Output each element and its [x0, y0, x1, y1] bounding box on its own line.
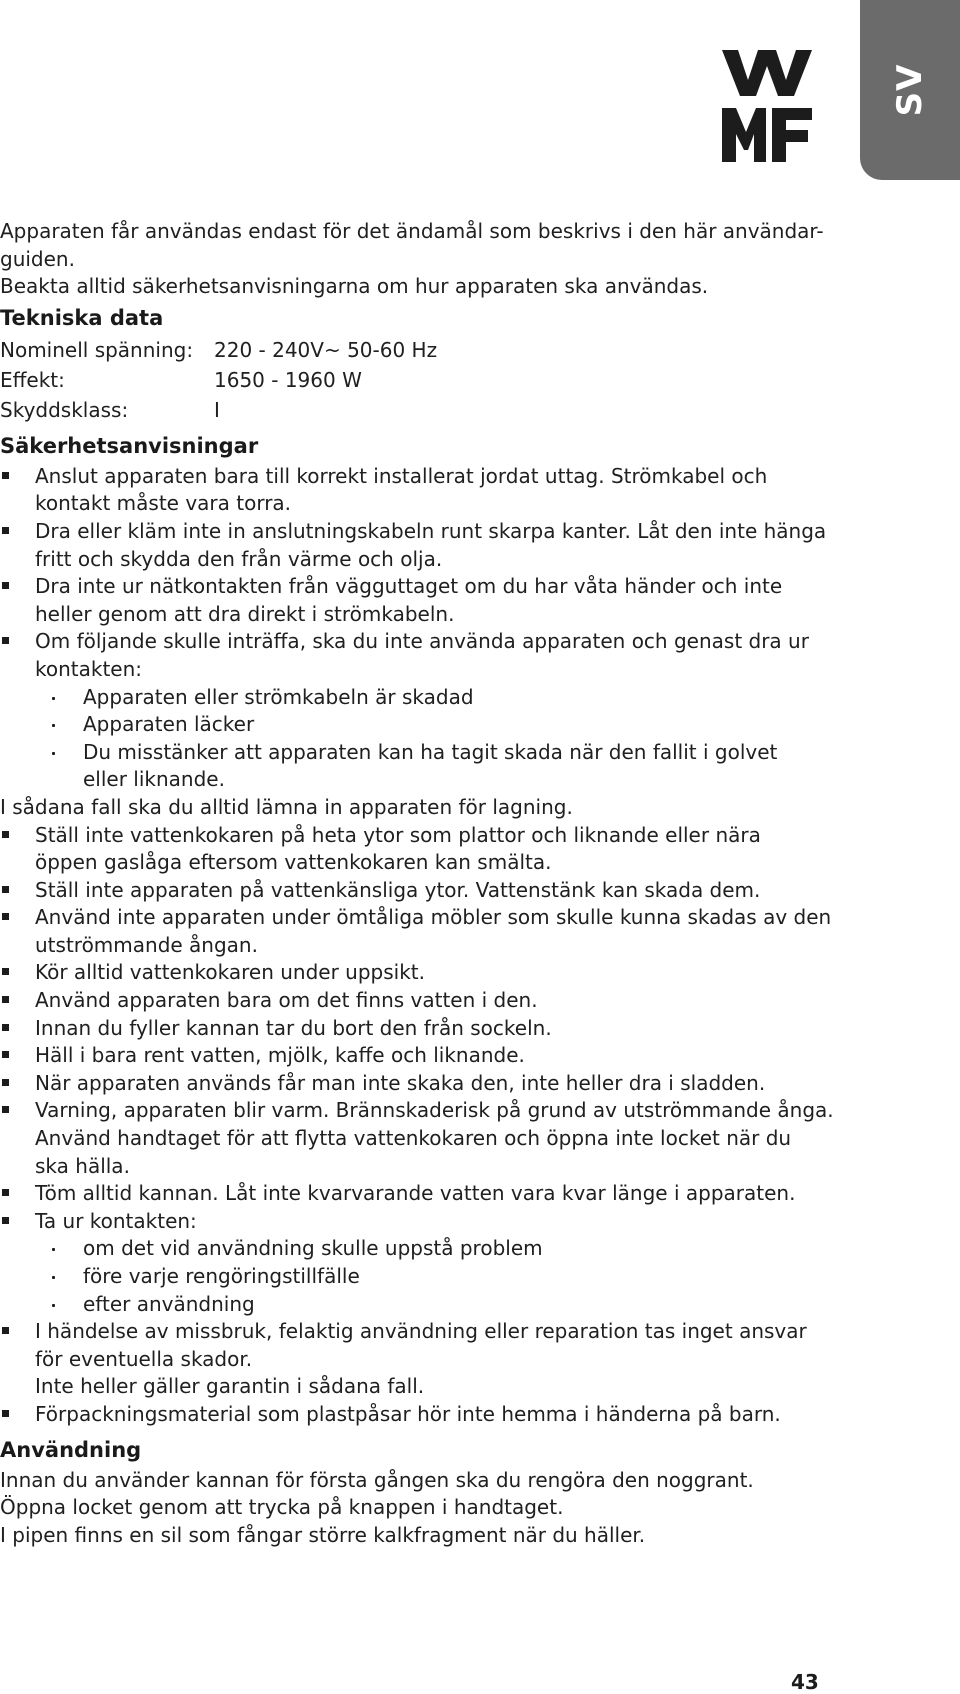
- safety-bullet: När apparaten används får man inte skaka den, inte heller dra i sladden.: [0, 1070, 830, 1098]
- safety-note: Inte heller gäller garantin i sådana fall.: [35, 1374, 425, 1399]
- safety-bullet: [0, 518, 830, 573]
- safety-bullet: [0, 628, 830, 683]
- sub-item: Apparaten läcker: [0, 711, 830, 739]
- usage-line: I pipen finns en sil som fångar större kalkfragment när du häller.: [0, 1522, 646, 1547]
- spec-label: Skyddsklass:: [0, 397, 129, 422]
- sub-item: före varje rengöringstillfälle: [0, 1263, 830, 1291]
- bullet-text: Dra eller kläm inte in anslutningskabeln runt skarpa kanter. Låt den inte hänga: [35, 518, 827, 543]
- sub-item: Apparaten eller strömkabeln är skadad: [0, 684, 830, 712]
- wmf-logo: [722, 50, 812, 162]
- bullet-text: Använd handtaget för att flytta vattenkokaren och öppna inte locket när du: [35, 1126, 792, 1151]
- language-label: SV: [890, 63, 930, 117]
- safety-bullet: Ställ inte apparaten på vattenkänsliga ytor. Vattenstänk kan skada dem.: [0, 877, 830, 905]
- spec-label: Effekt:: [0, 367, 65, 392]
- safety-bullet: Ta ur kontakten:: [0, 1208, 830, 1236]
- bullet-text: öppen gaslåga eftersom vattenkokaren kan smälta.: [35, 850, 552, 875]
- spec-row: [0, 365, 830, 395]
- safety-bullet: [0, 1318, 830, 1373]
- intro-line: Apparaten får användas endast för det ändamål som beskrivs i den här användar-: [0, 219, 824, 243]
- bullet-text: Anslut apparaten bara till korrekt installerat jordat uttag. Strömkabel och: [35, 463, 768, 488]
- bullet-text: ska hälla.: [35, 1153, 130, 1178]
- safety-bullet: [0, 463, 830, 518]
- safety-bullet: Töm alltid kannan. Låt inte kvarvarande vatten vara kvar länge i apparaten.: [0, 1180, 830, 1208]
- safety-bullet: [0, 904, 830, 959]
- bullet-text: Dra inte ur nätkontakten från vägguttaget om du har våta händer och inte: [35, 574, 783, 599]
- section-heading-sakerhetsanvisningar: Säkerhetsanvisningar: [0, 433, 259, 458]
- section-heading-anvandning: Användning: [0, 1437, 142, 1462]
- safety-bullet: Innan du fyller kannan tar du bort den från sockeln.: [0, 1015, 830, 1043]
- bullet-text: utströmmande ångan.: [35, 932, 258, 957]
- bullet-text: Om följande skulle inträffa, ska du inte använda apparaten och genast dra ur: [35, 629, 809, 654]
- sub-item: [0, 739, 830, 794]
- intro-line: Beakta alltid säkerhetsanvisningarna om hur apparaten ska användas.: [0, 274, 709, 299]
- spec-value: 220 - 240V~ 50-60 Hz: [214, 337, 438, 362]
- spec-row: [0, 335, 830, 365]
- safety-bullet: [0, 573, 830, 628]
- spec-value: 1650 - 1960 W: [214, 367, 362, 392]
- usage-line: Innan du använder kannan för första gången ska du rengöra den noggrant.: [0, 1467, 754, 1492]
- sub-item: om det vid användning skulle uppstå problem: [0, 1235, 830, 1263]
- usage-line: Öppna locket genom att trycka på knappen i handtaget.: [0, 1495, 564, 1520]
- safety-bullet: [0, 822, 830, 877]
- bullet-text: Ställ inte vattenkokaren på heta ytor som plattor och liknande eller nära: [35, 822, 761, 847]
- document-body: [0, 218, 834, 1549]
- bullet-text: heller genom att dra direkt i strömkabeln.: [35, 601, 455, 626]
- spec-row: [0, 395, 830, 425]
- spec-value: I: [214, 397, 220, 422]
- bullet-text: Varning, apparaten blir varm. Brännskaderisk på grund av utströmmande ånga.: [35, 1098, 834, 1123]
- sub-item: efter användning: [0, 1291, 830, 1319]
- safety-bullet: [0, 1097, 834, 1180]
- bullet-text: I händelse av missbruk, felaktig användning eller reparation tas inget ansvar: [35, 1319, 807, 1344]
- bullet-text: Använd inte apparaten under ömtåliga möbler som skulle kunna skadas av den: [35, 905, 832, 930]
- safety-bullet: Häll i bara rent vatten, mjölk, kaffe och liknande.: [0, 1042, 830, 1070]
- bullet-text: kontakten:: [35, 656, 143, 681]
- intro-line: guiden.: [0, 246, 75, 271]
- bullet-text: för eventuella skador.: [35, 1346, 253, 1371]
- sub-item-text: Du misstänker att apparaten kan ha tagit skada när den fallit i golvet: [83, 739, 778, 764]
- safety-bullet: Förpackningsmaterial som plastpåsar hör inte hemma i händerna på barn.: [0, 1401, 830, 1429]
- language-tab: [860, 0, 960, 180]
- safety-bullet: Använd apparaten bara om det finns vatten i den.: [0, 987, 830, 1015]
- safety-bullet: Kör alltid vattenkokaren under uppsikt.: [0, 959, 830, 987]
- safety-note: I sådana fall ska du alltid lämna in apparaten för lagning.: [0, 794, 573, 819]
- section-heading-tekniska-data: Tekniska data: [0, 305, 164, 330]
- sub-item-text: eller liknande.: [83, 767, 225, 792]
- bullet-text: fritt och skydda den från värme och olja.: [35, 546, 443, 571]
- bullet-text: kontakt måste vara torra.: [35, 491, 292, 516]
- spec-label: Nominell spänning:: [0, 337, 194, 362]
- page-number: 43: [791, 1670, 819, 1694]
